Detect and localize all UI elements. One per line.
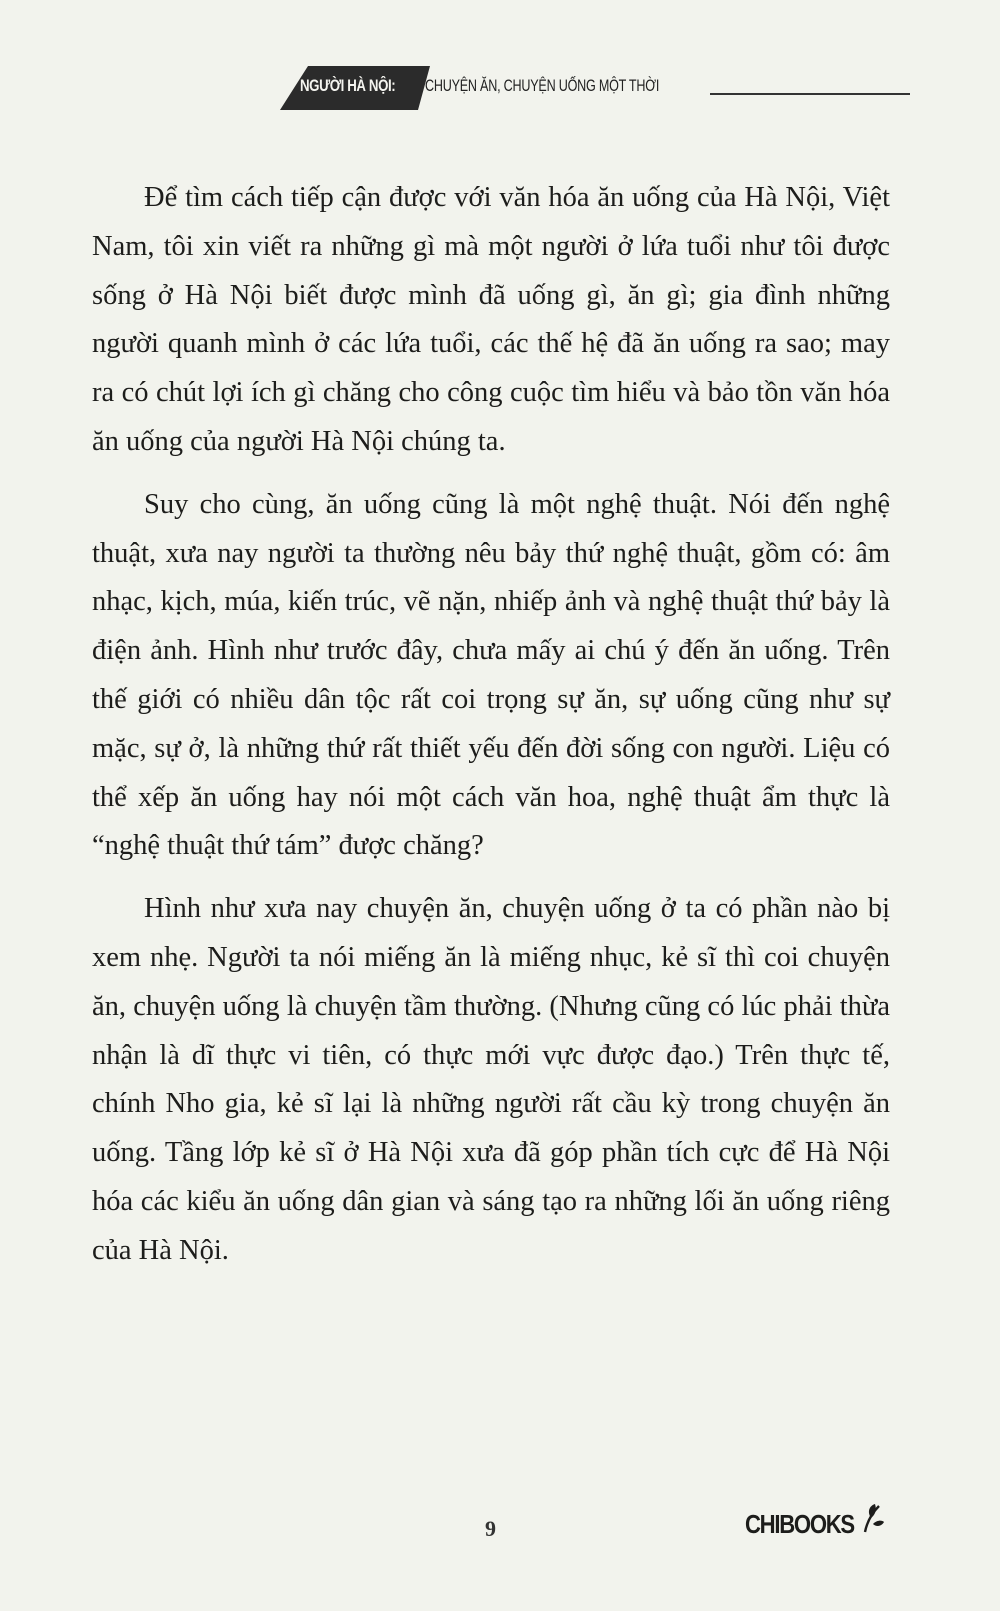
running-header (280, 64, 920, 114)
header-book-title: NGƯỜI HÀ NỘI: (300, 76, 396, 95)
leaf-icon (859, 1502, 885, 1541)
paragraph: Suy cho cùng, ăn uống cũng là một nghệ thuật. Nói đến nghệ thuật, xưa nay người ta thường nêu bảy thứ nghệ thuật, gồm có: âm nhạc, kịch, múa, kiến trúc, vẽ nặn, nhiếp ảnh và nghệ thuật thứ bảy là điện ảnh. Hình như trước đây, chưa mấy ai chú ý đến ăn uống. Trên thế giới có nhiều dân tộc rất coi trọng sự ăn, sự uống cũng như sự mặc, sự ở, là những thứ rất thiết yếu đến đời sống con người. Liệu có thể xếp ăn uống hay nói một cách văn hoa, nghệ thuật ẩm thực là “nghệ thuật thứ tám” được chăng? (92, 488, 890, 862)
header-title-tab (280, 64, 435, 112)
publisher-name: CHIBOOKS (745, 1509, 854, 1539)
page-body (92, 174, 890, 1290)
header-book-subtitle: CHUYỆN ĂN, CHUYỆN UỐNG MỘT THỜI (425, 76, 660, 95)
paragraph: Hình như xưa nay chuyện ăn, chuyện uống ở ta có phần nào bị xem nhẹ. Người ta nói miếng ăn là miếng nhục, kẻ sĩ thì coi chuyện ăn, chuyện uống là chuyện tầm thường. (Nhưng cũng có lúc phải thừa nhận là dĩ thực vi tiên, có thực mới vực được đạo.) Trên thực tế, chính Nho gia, kẻ sĩ lại là những người rất cầu kỳ trong chuyện ăn uống. Tầng lớp kẻ sĩ ở Hà Nội xưa đã góp phần tích cực để Hà Nội hóa các kiểu ăn uống dân gian và sáng tạo ra những lối ăn uống riêng của Hà Nội. (92, 893, 890, 1266)
page-number: 9 (485, 1516, 496, 1541)
header-rule (710, 93, 910, 95)
publisher-logo (745, 1508, 885, 1541)
paragraph: Để tìm cách tiếp cận được với văn hóa ăn uống của Hà Nội, Việt Nam, tôi xin viết ra những gì mà một người ở lứa tuổi như tôi được sống ở Hà Nội biết được mình đã uống gì, ăn gì; gia đình những người quanh mình ở các lứa tuổi, các thế hệ đã ăn uống ra sao; may ra có chút lợi ích gì chăng cho công cuộc tìm hiểu và bảo tồn văn hóa ăn uống của người Hà Nội chúng ta. (92, 182, 890, 457)
